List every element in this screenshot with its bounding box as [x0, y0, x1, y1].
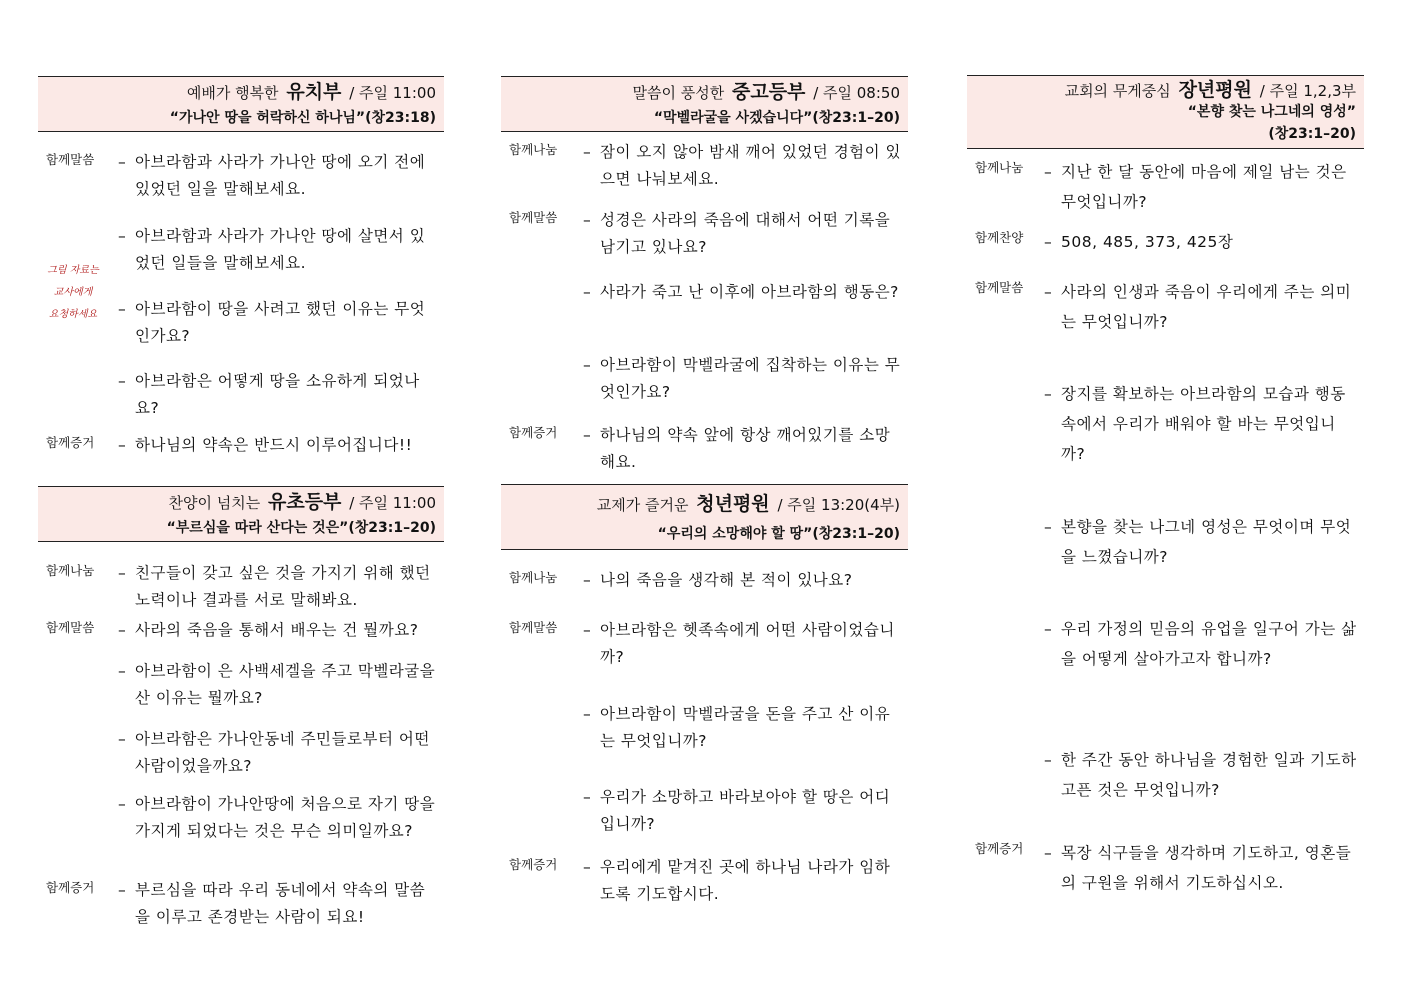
item-label: 함께말씀 [509, 620, 558, 635]
dash: – [118, 153, 126, 171]
item-label: 함께증거 [975, 841, 1024, 856]
sermon-reference: (창23:1–20) [1268, 126, 1356, 142]
item-label: 함께나눔 [509, 142, 558, 157]
sermon-theme: “본향 찾는 나그네의 영성” [1187, 104, 1356, 120]
item-text: 부르심을 따라 우리 동네에서 약속의 말씀을 이루고 존경받는 사람이 되요! [135, 881, 426, 926]
dash: – [118, 227, 126, 245]
section-elementary [38, 486, 444, 946]
item-text: 하나님의 약속은 반드시 이루어집니다!! [135, 436, 413, 454]
item-text: 아브라함이 땅을 사려고 했던 이유는 무엇인가요? [135, 300, 426, 345]
dash: – [583, 571, 591, 589]
dash: – [118, 795, 126, 813]
item-text: 아브라함이 막벨라굴을 돈을 주고 산 이유는 무엇입니까? [600, 705, 891, 750]
item-text: 우리 가정의 믿음의 유업을 일구어 가는 삶을 어떻게 살아가고자 합니까? [1061, 620, 1357, 668]
department-name: 장년평원 [1178, 79, 1252, 101]
item-label: 함께나눔 [975, 160, 1024, 175]
department-name: 중고등부 [731, 81, 806, 103]
service-time: / 주일 11:00 [349, 494, 436, 512]
item-text: 장지를 확보하는 아브라함의 모습과 행동 속에서 우리가 배워야 할 바는 무엇입니까? [1061, 385, 1346, 463]
item-text: 아브라함이 가나안땅에 처음으로 자기 땅을 가지게 되었다는 것은 무슨 의미일까요? [135, 795, 436, 840]
dash: – [118, 300, 126, 318]
item-label: 함께증거 [46, 880, 95, 895]
item-text: 아브라함은 가나안동네 주민들로부터 어떤 사람이었을까요? [135, 730, 430, 775]
item-text: 한 주간 동안 하나님을 경험한 일과 기도하고픈 것은 무엇입니까? [1061, 751, 1357, 799]
header-title-line [509, 485, 900, 521]
sermon-theme: “우리의 소망해야 할 땅”(창23:1–20) [657, 526, 900, 542]
item-text: 508, 485, 373, 425장 [1061, 233, 1234, 251]
item-label: 함께증거 [509, 857, 558, 872]
service-time: / 주일 1,2,3부 [1259, 82, 1356, 100]
item-label: 함께말씀 [46, 620, 95, 635]
department-name: 청년평원 [696, 493, 770, 515]
item-text: 아브라함과 사라가 가나안 땅에 살면서 있었던 일들을 말해보세요. [135, 227, 426, 272]
section-header [38, 486, 444, 542]
item-text: 사라가 죽고 난 이후에 아브라함의 행동은? [600, 283, 899, 301]
side-note [38, 260, 108, 326]
header-title-line [46, 77, 436, 107]
section-youth [501, 76, 908, 484]
service-time: / 주일 08:50 [813, 84, 900, 102]
note-line: 그림 자료는 [47, 265, 99, 276]
dash: – [583, 705, 591, 723]
item-label: 함께나눔 [509, 570, 558, 585]
header-prefix: 예배가 행복한 [186, 84, 279, 102]
dash: – [583, 426, 591, 444]
item-text: 목장 식구들을 생각하며 기도하고, 영혼들의 구원을 위해서 기도하십시오. [1061, 844, 1352, 892]
service-time: / 주일 11:00 [349, 84, 436, 102]
dash: – [583, 858, 591, 876]
dash: – [1044, 620, 1053, 638]
sermon-theme: “가나안 땅을 허락하신 하나님”(창23:18) [169, 110, 436, 126]
dash: – [583, 621, 591, 639]
item-text: 잠이 오지 않아 밤새 깨어 있었던 경험이 있으면 나눠보세요. [600, 143, 902, 188]
header-title-line [975, 76, 1356, 102]
dash: – [1044, 283, 1053, 301]
item-label: 함께나눔 [46, 563, 95, 578]
dash: – [118, 621, 126, 639]
item-label: 함께말씀 [509, 210, 558, 225]
dash: – [1044, 751, 1053, 769]
dash: – [583, 788, 591, 806]
item-text: 아브라함과 사라가 가나안 땅에 오기 전에 있었던 일을 말해보세요. [135, 153, 426, 198]
dash: – [1044, 518, 1053, 536]
item-text: 우리가 소망하고 바라보아야 할 땅은 어디입니까? [600, 788, 891, 833]
dash: – [118, 436, 126, 454]
item-text: 하나님의 약속 앞에 항상 깨어있기를 소망해요. [600, 426, 891, 471]
item-text: 사라의 인생과 죽음이 우리에게 주는 의미는 무엇입니까? [1061, 283, 1352, 331]
section-header [501, 484, 908, 550]
section-young-adults [501, 484, 908, 924]
item-text: 성경은 사라의 죽음에 대해서 어떤 기록을 남기고 있나요? [600, 211, 891, 256]
section-header [501, 76, 908, 132]
header-prefix: 교제가 즐거운 [596, 496, 689, 514]
header-title-line [509, 77, 900, 107]
item-label: 함께증거 [509, 425, 558, 440]
dash: – [583, 356, 591, 374]
dash: – [118, 730, 126, 748]
item-text: 사라의 죽음을 통해서 배우는 건 뭘까요? [135, 621, 419, 639]
item-label: 함께말씀 [46, 152, 95, 167]
department-name: 유초등부 [267, 491, 342, 513]
item-text: 아브라함이 은 사백세겔을 주고 막벨라굴을 산 이유는 뭘까요? [135, 662, 436, 707]
department-name: 유치부 [286, 81, 342, 103]
service-time: / 주일 13:20(4부) [777, 496, 900, 514]
header-prefix: 말씀이 풍성한 [632, 84, 725, 102]
item-text: 우리에게 맡겨진 곳에 하나님 나라가 임하도록 기도합시다. [600, 858, 891, 903]
item-text: 아브라함은 어떻게 땅을 소유하게 되었나요? [135, 372, 420, 417]
item-text: 아브라함은 헷족속에게 어떤 사람이었습니까? [600, 621, 895, 666]
item-text: 지난 한 달 동안에 마음에 제일 남는 것은 무엇입니까? [1061, 163, 1347, 211]
section-kindergarten [38, 76, 444, 484]
item-label: 함께증거 [46, 435, 95, 450]
item-text: 아브라함이 막벨라굴에 집착하는 이유는 무엇인가요? [600, 356, 901, 401]
dash: – [1044, 163, 1053, 181]
sermon-theme: “막벨라굴을 사겠습니다”(창23:1–20) [653, 110, 900, 126]
note-line: 요청하세요 [48, 309, 98, 320]
dash: – [118, 564, 126, 582]
dash: – [118, 881, 126, 899]
item-label: 함께찬양 [975, 230, 1024, 245]
dash: – [583, 143, 591, 161]
dash: – [1044, 233, 1053, 251]
header-title-line [46, 487, 436, 517]
dash: – [118, 662, 126, 680]
dash: – [118, 372, 126, 390]
dash: – [583, 211, 591, 229]
note-line: 교사에게 [53, 287, 93, 298]
item-text: 친구들이 갖고 싶은 것을 가지기 위해 했던 노력이나 결과를 서로 말해봐요. [135, 564, 431, 609]
section-header [967, 75, 1364, 149]
header-prefix: 찬양이 넘치는 [168, 494, 261, 512]
dash: – [583, 283, 591, 301]
section-header [38, 76, 444, 132]
section-adults [967, 75, 1364, 935]
dash: – [1044, 844, 1053, 862]
item-label: 함께말씀 [975, 280, 1024, 295]
item-text: 본향을 찾는 나그네 영성은 무엇이며 무엇을 느꼈습니까? [1061, 518, 1352, 566]
header-prefix: 교회의 무게중심 [1064, 82, 1171, 100]
dash: – [1044, 385, 1053, 403]
item-text: 나의 죽음을 생각해 본 적이 있나요? [600, 571, 853, 589]
sermon-theme: “부르심을 따라 산다는 것은”(창23:1–20) [166, 520, 436, 536]
